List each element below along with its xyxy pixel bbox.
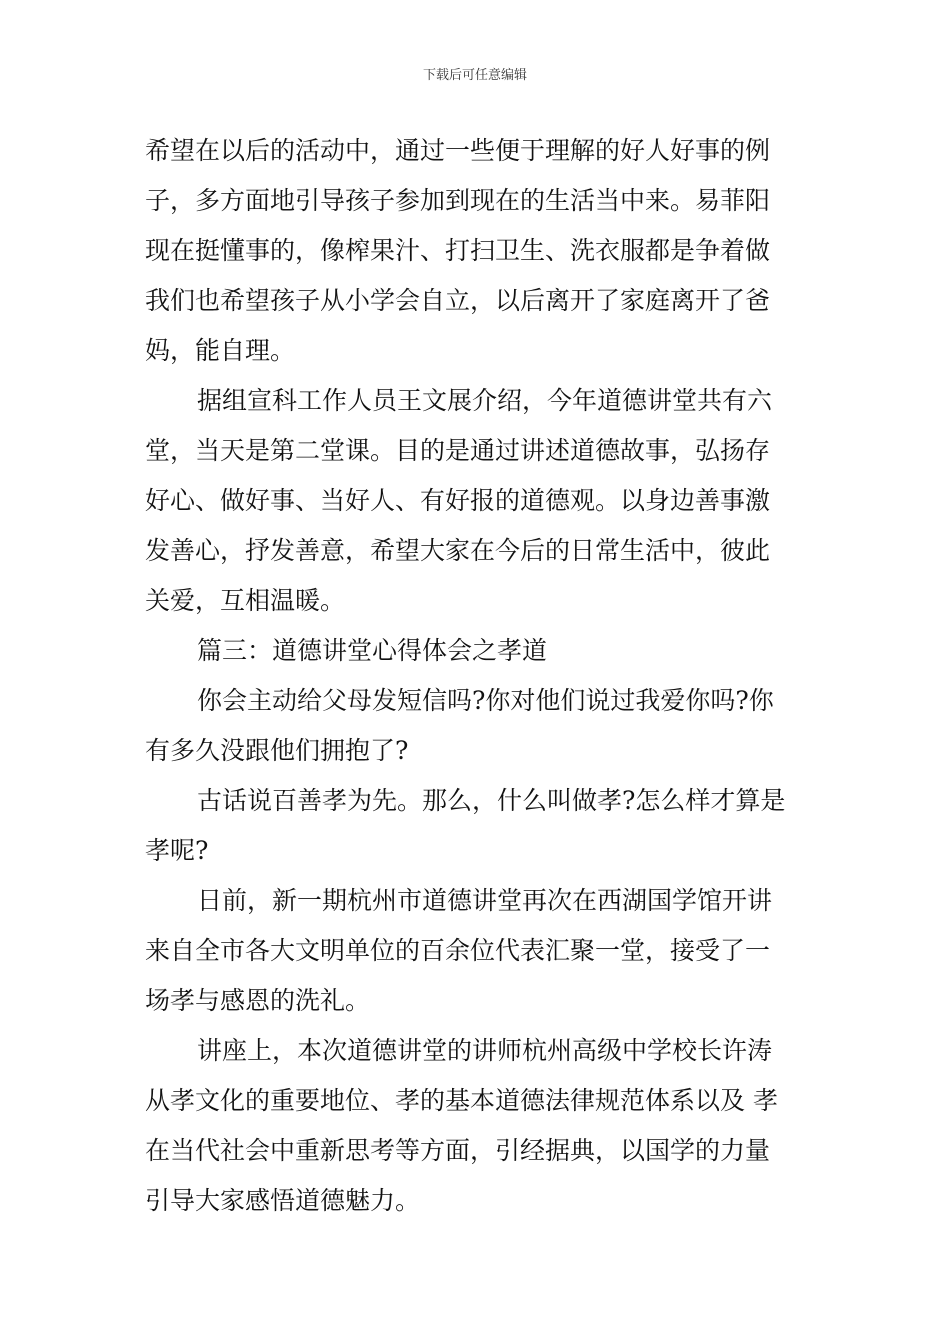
text-line: 引导大家感悟道德魅力。 [145,1186,421,1215]
text-line: 古话说百善孝为先。那么，什么叫做孝?怎么样才算是 [197,786,786,815]
text-line: 堂，当天是第二堂课。目的是通过讲述道德故事，弘扬存 [145,436,771,465]
text-line: 妈，能自理。 [145,336,296,365]
text-line: 孝呢? [145,836,209,865]
text-line: 我们也希望孩子从小学会自立，以后离开了家庭离开了爸 [145,286,771,315]
text-line: 子，多方面地引导孩子参加到现在的生活当中来。易菲阳 [145,186,771,215]
text-line: 日前，新一期杭州市道德讲堂再次在西湖国学馆开讲 [197,886,773,915]
text-line: 现在挺懂事的，像榨果汁、打扫卫生、洗衣服都是争着做 [145,236,771,265]
text-line: 好心、做好事、当好人、有好报的道德观。以身边善事激 [145,486,771,515]
document-body [145,126,810,1226]
text-line: 有多久没跟他们拥抱了? [145,736,409,765]
text-line: 在当代社会中重新思考等方面，引经据典，以国学的力量 [145,1136,771,1165]
text-line: 讲座上，本次道德讲堂的讲师杭州高级中学校长许涛 [197,1036,773,1065]
text-line: 来自全市各大文明单位的百余位代表汇聚一堂，接受了一 [145,936,771,965]
text-line: 关爱，互相温暖。 [145,586,346,615]
text-line: 希望在以后的活动中，通过一些便于理解的好人好事的例 [145,136,771,165]
text-line: 场孝与感恩的洗礼。 [145,986,371,1015]
text-line: 从孝文化的重要地位、孝的基本道德法律规范体系以及 孝 [145,1086,778,1115]
page-header: 下载后可任意编辑 [422,68,527,83]
text-line: 据组宣科工作人员王文展介绍，今年道德讲堂共有六 [197,386,773,415]
section-heading: 篇三：道德讲堂心得体会之孝道 [197,636,548,665]
text-line: 发善心，抒发善意，希望大家在今后的日常生活中，彼此 [145,536,771,565]
text-line: 你会主动给父母发短信吗?你对他们说过我爱你吗?你 [197,686,774,715]
